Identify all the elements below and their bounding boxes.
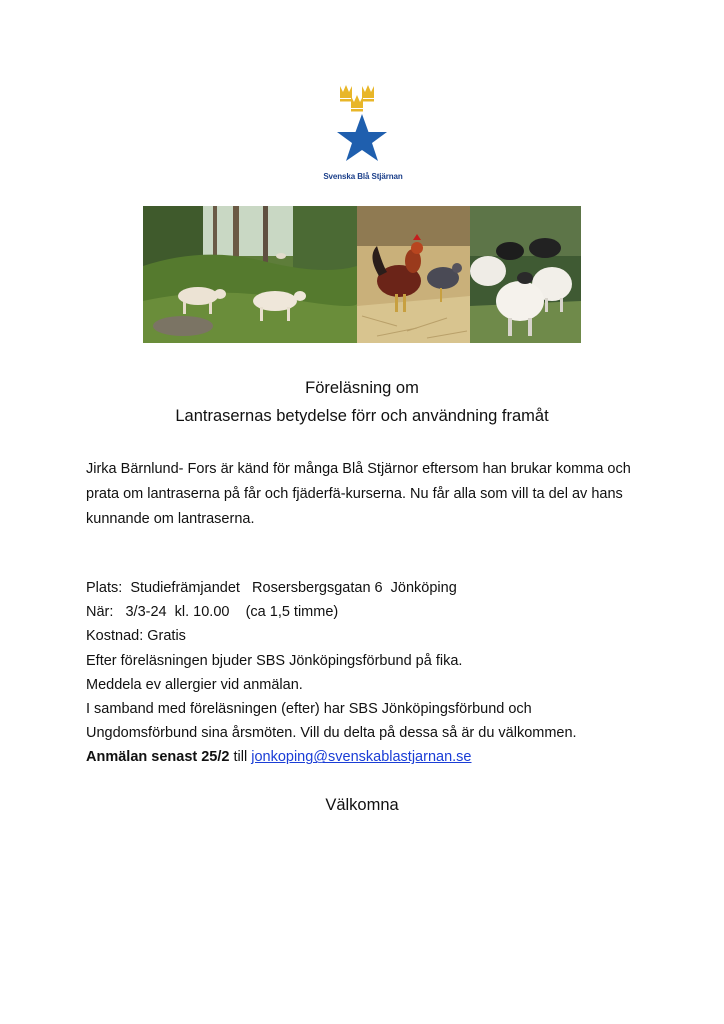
- lecture-heading: [0, 374, 724, 430]
- registration-deadline: Anmälan senast 25/2: [86, 749, 230, 766]
- three-crowns-and-star-icon: [322, 82, 404, 170]
- welcome-text: Välkomna: [325, 796, 399, 814]
- intro-text: Jirka Bärnlund- Fors är känd för många Blå Stjärnor eftersom han brukar komma och prata om lantraserna på får och fjäderfä-kurserna. Nu får alla som vill ta del av hans kunnande om lantraserna.: [86, 461, 631, 527]
- registration-line: [86, 745, 646, 769]
- annual-meeting-text: I samband med föreläsningen (efter) har SBS Jönköpingsförbund och Ungdomsförbund sina årsmöten. Vill du delta på dessa så är du välkommen.: [86, 701, 577, 742]
- heading-line-1: Föreläsning om: [305, 379, 419, 397]
- organization-name: Svenska Blå Stjärnan: [323, 172, 403, 181]
- registration-to: till: [229, 749, 252, 766]
- event-details: [86, 576, 646, 770]
- intro-paragraph: [86, 457, 646, 532]
- organization-logo: [322, 82, 404, 186]
- cost-line: Kostnad: Gratis: [86, 628, 186, 645]
- time-line: När: 3/3-24 kl. 10.00 (ca 1,5 timme): [86, 604, 339, 621]
- location-line: Plats: Studiefrämjandet Rosersbergsgatan 6 Jönköping: [86, 580, 457, 596]
- coffee-line: Efter föreläsningen bjuder SBS Jönköpingsförbund på fika.: [86, 652, 463, 669]
- allergy-line: Meddela ev allergier vid anmälan.: [86, 676, 303, 693]
- heading-line-2: Lantrasernas betydelse förr och användning framåt: [175, 407, 549, 425]
- registration-email-link[interactable]: jonkoping@svenskablastjarnan.se: [251, 749, 472, 766]
- sheep-in-pasture-photo: [470, 206, 581, 343]
- photo-strip: [143, 206, 581, 343]
- rooster-and-hens-photo: [357, 206, 470, 343]
- cows-in-forest-photo: [143, 206, 357, 343]
